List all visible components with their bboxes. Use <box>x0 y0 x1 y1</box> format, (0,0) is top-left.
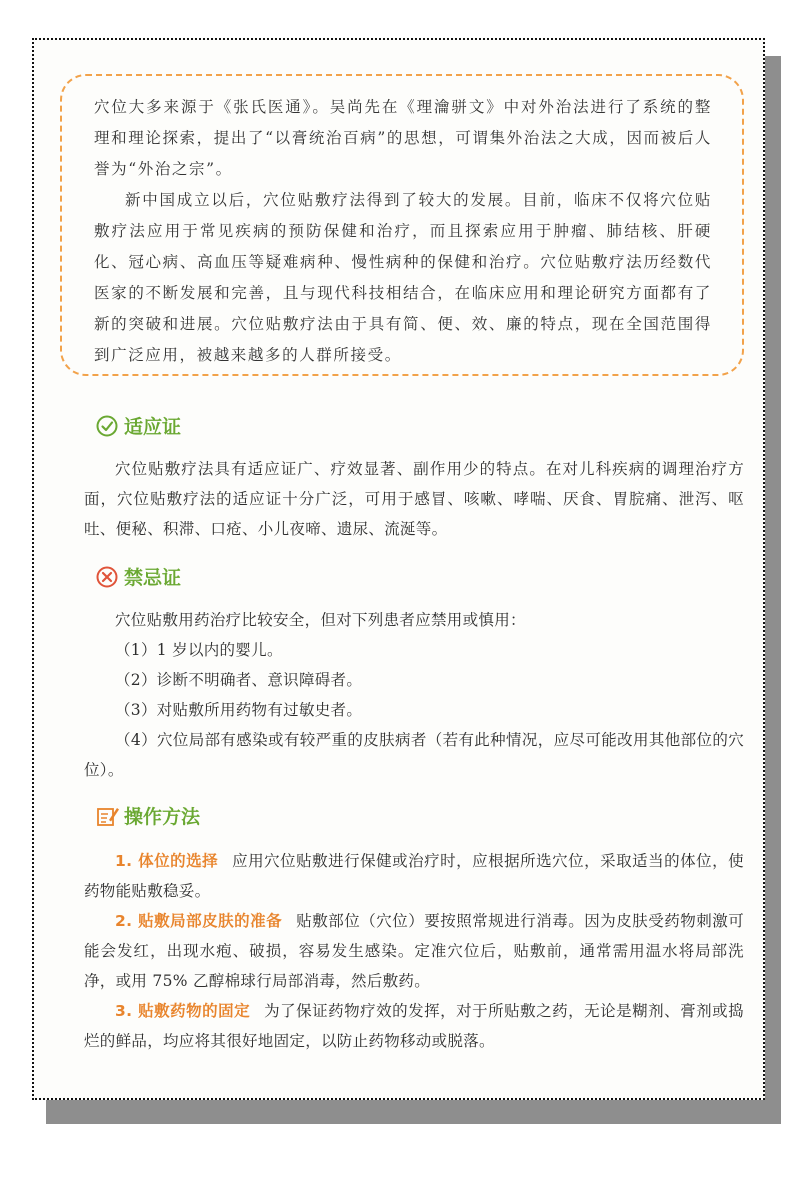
intro-paragraph-1: 穴位大多来源于《张氏医通》。吴尚先在《理瀹骈文》中对外治法进行了系统的整理和理论探索，提出了“以膏统治百病”的思想，可谓集外治法之大成，因而被后人誉为“外治之宗”。 <box>94 98 712 178</box>
method-step-text: 为了保证药物疗效的发挥，对于所贴敷之药，无论是糊剂、膏剂或捣烂的鲜品，均应将其很好地固定，以防止药物移动或脱落。 <box>84 1002 744 1050</box>
contraindications-heading <box>96 563 181 590</box>
intro-paragraph-2: 新中国成立以后，穴位贴敷疗法得到了较大的发展。目前，临床不仅将穴位贴敷疗法应用于常见疾病的预防保健和治疗，而且探索应用于肿瘤、肺结核、肝硬化、冠心病、高血压等疑难病种、慢性病种的保健和治疗。穴位贴敷疗法历经数代医家的不断发展和完善，且与现代科技相结合，在临床应用和理论研究方面都有了新的突破和进展。穴位贴敷疗法由于具有简、便、效、廉的特点，现在全国范围得到广泛应用，被越来越多的人群所接受。 <box>94 191 712 364</box>
edit-note-icon <box>96 805 118 827</box>
indications-body <box>84 454 744 544</box>
contraindication-item: （1）1 岁以内的婴儿。 <box>115 641 283 659</box>
method-step-heading: 1. 体位的选择 <box>115 852 219 870</box>
indications-heading <box>96 412 181 439</box>
indications-title: 适应证 <box>124 416 182 438</box>
contraindications-intro: 穴位贴敷用药治疗比较安全，但对下列患者应禁用或慎用： <box>115 611 526 629</box>
method-step <box>84 996 744 1056</box>
method-step-text: 应用穴位贴敷进行保健或治疗时，应根据所选穴位，采取适当的体位，使药物能贴敷稳妥。 <box>84 852 744 900</box>
contraindication-item: （2）诊断不明确者、意识障碍者。 <box>115 671 363 689</box>
method-step <box>84 846 744 906</box>
method-body <box>84 846 744 1056</box>
x-circle-icon <box>96 566 118 588</box>
method-step-heading: 2. 贴敷局部皮肤的准备 <box>115 912 283 930</box>
contraindication-item: （3）对贴敷所用药物有过敏史者。 <box>115 701 363 719</box>
method-step-heading: 3. 贴敷药物的固定 <box>115 1002 251 1020</box>
method-title: 操作方法 <box>124 806 201 828</box>
contraindications-title: 禁忌证 <box>124 567 182 589</box>
indications-text: 穴位贴敷疗法具有适应证广、疗效显著、副作用少的特点。在对儿科疾病的调理治疗方面，穴位贴敷疗法的适应证十分广泛，可用于感冒、咳嗽、哮喘、厌食、胃脘痛、泄泻、呕吐、便秘、积滞、口疮、小儿夜啼、遗尿、流涎等。 <box>84 460 744 538</box>
check-circle-icon <box>96 415 118 437</box>
method-step-text: 贴敷部位（穴位）要按照常规进行消毒。因为皮肤受药物刺激可能会发红，出现水疱、破损，容易发生感染。定准穴位后，贴敷前，通常需用温水将局部洗净，或用 75% 乙醇棉球行局部消毒，然后敷药。 <box>84 912 745 990</box>
book-page <box>32 38 765 1100</box>
method-step <box>84 906 744 996</box>
intro-box <box>60 74 744 376</box>
contraindications-body <box>84 605 744 785</box>
contraindication-item: （4）穴位局部有感染或有较严重的皮肤病者（若有此种情况，应尽可能改用其他部位的穴位）。 <box>84 731 744 779</box>
method-heading <box>96 802 200 829</box>
